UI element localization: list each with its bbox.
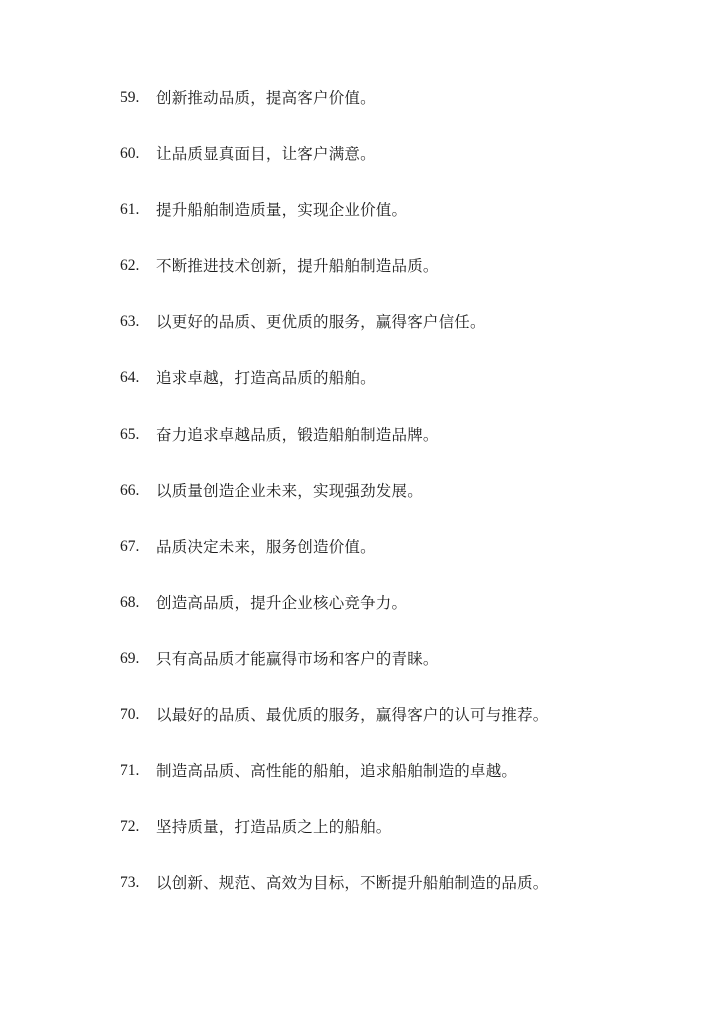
item-number: 62.: [120, 257, 140, 275]
item-number: 69.: [120, 649, 140, 667]
list-item: [120, 252, 549, 308]
item-number: 63.: [120, 313, 140, 331]
item-text: 以质量创造企业未来，实现强劲发展。: [156, 481, 423, 500]
item-number: 64.: [120, 369, 140, 387]
item-text: 制造高品质、高性能的船舶，追求船舶制造的卓越。: [156, 762, 518, 781]
item-number: 61.: [120, 201, 140, 219]
list-item: [120, 477, 549, 533]
item-number: 60.: [120, 145, 140, 163]
list-item: [120, 308, 549, 364]
list-item: [120, 869, 549, 925]
list-item: [120, 140, 549, 196]
list-item: [120, 813, 549, 869]
item-text: 坚持质量，打造品质之上的船舶。: [156, 818, 392, 837]
item-text: 让品质显真面目，让客户满意。: [156, 145, 376, 164]
list-item: [120, 701, 549, 757]
list-item: [120, 196, 549, 252]
item-number: 67.: [120, 537, 140, 555]
item-number: 71.: [120, 762, 140, 780]
slogan-list: [120, 84, 549, 925]
list-item: [120, 589, 549, 645]
item-number: 65.: [120, 425, 140, 443]
item-number: 66.: [120, 481, 140, 499]
list-item: [120, 533, 549, 589]
item-text: 追求卓越，打造高品质的船舶。: [156, 369, 376, 388]
item-number: 68.: [120, 593, 140, 611]
item-text: 以更好的品质、更优质的服务，赢得客户信任。: [156, 313, 486, 332]
item-text: 以最好的品质、最优质的服务，赢得客户的认可与推荐。: [156, 706, 549, 725]
list-item: [120, 645, 549, 701]
list-item: [120, 84, 549, 140]
list-item: [120, 364, 549, 420]
item-number: 59.: [120, 89, 140, 106]
item-text: 创造高品质，提升企业核心竞争力。: [156, 593, 408, 612]
item-text: 奋力追求卓越品质，锻造船舶制造品牌。: [156, 425, 439, 444]
item-text: 提升船舶制造质量，实现企业价值。: [156, 201, 408, 220]
item-number: 70.: [120, 706, 140, 724]
item-number: 73.: [120, 874, 140, 892]
item-text: 创新推动品质，提高客户价值。: [156, 89, 376, 107]
item-text: 品质决定未来，服务创造价值。: [156, 537, 376, 556]
item-number: 72.: [120, 818, 140, 836]
item-text: 以创新、规范、高效为目标，不断提升船舶制造的品质。: [156, 874, 549, 893]
list-item: [120, 421, 549, 477]
item-text: 不断推进技术创新，提升船舶制造品质。: [156, 257, 439, 276]
list-item: [120, 757, 549, 813]
item-text: 只有高品质才能赢得市场和客户的青睐。: [156, 649, 439, 668]
